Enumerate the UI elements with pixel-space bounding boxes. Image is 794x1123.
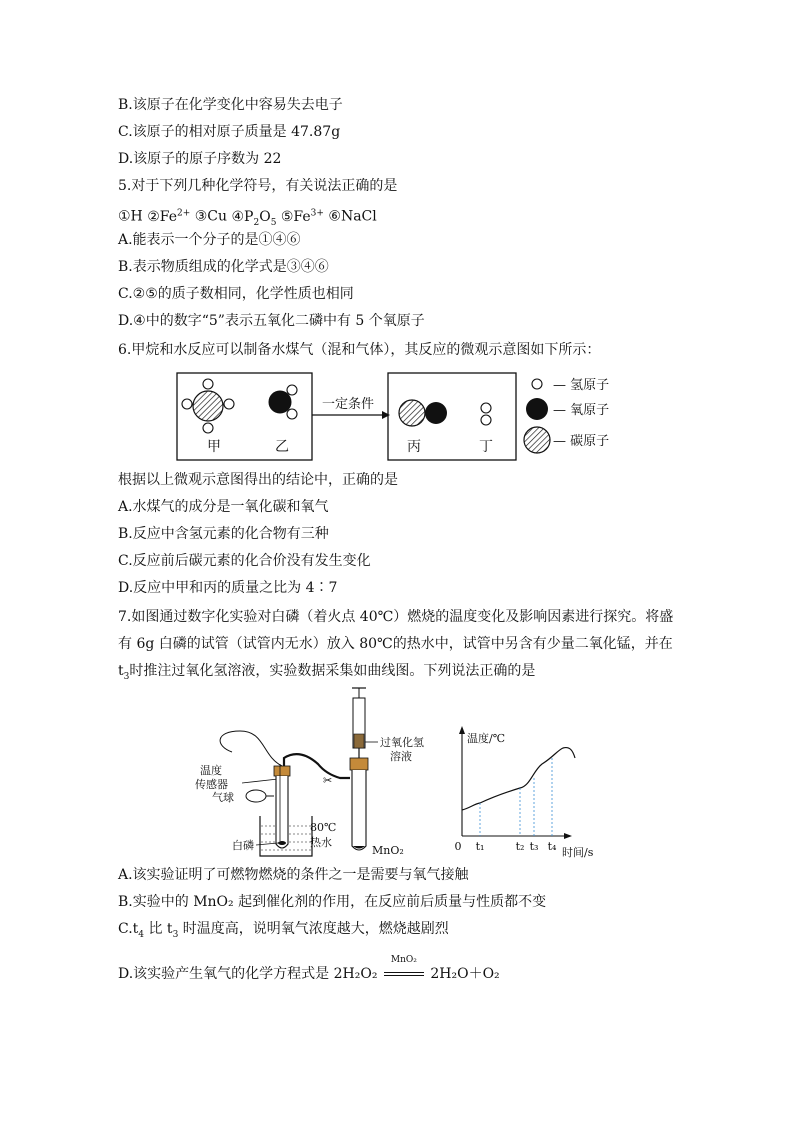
- h2o2-label-1: 过氧化氢: [380, 736, 424, 749]
- q6-conclusion: 根据以上微观示意图得出的结论中，正确的是: [118, 472, 398, 488]
- test-tube-1: [276, 776, 288, 848]
- phosphorus-label: 白磷: [232, 839, 254, 852]
- legend-h: — 氢原子: [553, 378, 610, 393]
- q5-stem: 5.对于下列几种化学符号，有关说法正确的是: [118, 178, 398, 194]
- water-temp-label: 80℃: [310, 821, 337, 834]
- sensor-label-1: 温度: [200, 764, 222, 777]
- label-yi: 乙: [275, 439, 289, 455]
- water-label: 热水: [310, 836, 332, 849]
- stopper-2: [350, 758, 368, 770]
- h2o2-label-2: 溶液: [390, 750, 412, 763]
- temperature-graph: [455, 726, 594, 859]
- mno2-label: MnO₂: [372, 844, 404, 857]
- q5-option-d: D.④中的数字“5”表示五氧化二磷中有 5 个氧原子: [118, 313, 425, 329]
- label-bing: 丙: [407, 439, 421, 455]
- legend-o: — 氧原子: [553, 403, 610, 418]
- arrow-condition: 一定条件: [321, 397, 375, 412]
- balloon-label: 气球: [212, 791, 234, 804]
- label-ding: 丁: [479, 439, 493, 455]
- q7-stem-1: 7.如图通过数字化实验对白磷（着火点 40℃）燃烧的温度变化及影响因素进行探究。将盛: [118, 609, 674, 625]
- symbol-1: ①H: [118, 208, 143, 225]
- q5-option-a: A.能表示一个分子的是①④⑥: [118, 232, 301, 248]
- q4-option-c: C.该原子的相对原子质量是 47.87g: [118, 124, 341, 140]
- q6-stem: 6.甲烷和水反应可以制备水煤气（混和气体），其反应的微观示意图如下所示：: [118, 342, 601, 358]
- co-molecule: [399, 400, 447, 426]
- clamp-icon: ✂: [323, 774, 333, 787]
- q7-stem-3: $t_3$时推注过氧化氢溶液，实验数据采集如曲线图。下列说法正确的是: [118, 663, 536, 682]
- water-molecule: [269, 385, 297, 419]
- tick-t1: t₁: [475, 840, 485, 853]
- q5-symbols: [118, 203, 377, 232]
- balloon: [246, 790, 266, 802]
- catalyst-arrow: MnO₂: [382, 964, 426, 984]
- q7-option-d: D.该实验产生氧气的化学方程式是 2H₂O₂ MnO₂ 2H₂O＋O₂: [118, 955, 500, 982]
- test-tube-2: [352, 770, 366, 850]
- q6-option-a: A.水煤气的成分是一氧化碳和氧气: [118, 499, 329, 515]
- x-axis-label: 时间/s: [562, 846, 594, 859]
- legend-o-icon: [526, 398, 548, 420]
- legend-h-icon: [532, 379, 542, 389]
- legend-c-icon: [524, 427, 550, 453]
- white-phosphorus: [278, 841, 286, 845]
- symbol-6: ⑥NaCl: [328, 208, 377, 225]
- label-jia: 甲: [207, 439, 221, 455]
- q6-option-b: B.反应中含氢元素的化合物有三种: [118, 526, 329, 542]
- q5-option-b: B.表示物质组成的化学式是③④⑥: [118, 259, 329, 275]
- symbol-3: ③Cu: [194, 208, 228, 225]
- methane-molecule: [182, 379, 234, 433]
- stopper-1: [274, 766, 290, 776]
- q7-option-a: A.该实验证明了可燃物燃烧的条件之一是需要与氧气接触: [118, 867, 469, 883]
- tick-t4: t₄: [547, 840, 557, 853]
- h2-molecule: [481, 403, 491, 425]
- q7-stem-2: 有 6g 白磷的试管（试管内无水）放入 80℃的热水中，试管中另含有少量二氧化锰，并在: [118, 636, 673, 652]
- symbol-2: $②Fe^{2+}$: [147, 208, 191, 225]
- q4-option-d: D.该原子的原子序数为 22: [118, 151, 282, 167]
- tick-t3: t₃: [529, 840, 539, 853]
- q5-option-c: C.②⑤的质子数相同，化学性质也相同: [118, 286, 354, 302]
- tick-t2: t₂: [515, 840, 525, 853]
- temperature-curve: [462, 748, 575, 810]
- origin-label: 0: [454, 840, 462, 853]
- legend-c: — 碳原子: [553, 434, 610, 449]
- sensor-wire: [220, 731, 282, 766]
- sensor-label-2: 传感器: [195, 778, 228, 791]
- symbol-4: $④P_2O_5$: [231, 208, 277, 228]
- q6-option-c: C.反应前后碳元素的化合价没有发生变化: [118, 553, 371, 569]
- q6-option-d: D.反应中甲和丙的质量之比为 4∶7: [118, 580, 338, 596]
- q4-option-b: B.该原子在化学变化中容易失去电子: [118, 97, 343, 113]
- reaction-micro-diagram: [170, 366, 630, 466]
- y-axis-label: 温度/℃: [467, 732, 506, 745]
- q7-option-b: B.实验中的 MnO₂ 起到催化剂的作用，在反应前后质量与性质都不变: [118, 894, 547, 910]
- connecting-tube: [284, 754, 350, 778]
- q7-option-c: $C.t_4$ 比 $t_3$ 时温度高，说明氧气浓度越大，燃烧越剧烈: [118, 921, 449, 940]
- symbol-5: $⑤Fe^{3+}$: [280, 208, 324, 225]
- experiment-apparatus: [190, 686, 610, 862]
